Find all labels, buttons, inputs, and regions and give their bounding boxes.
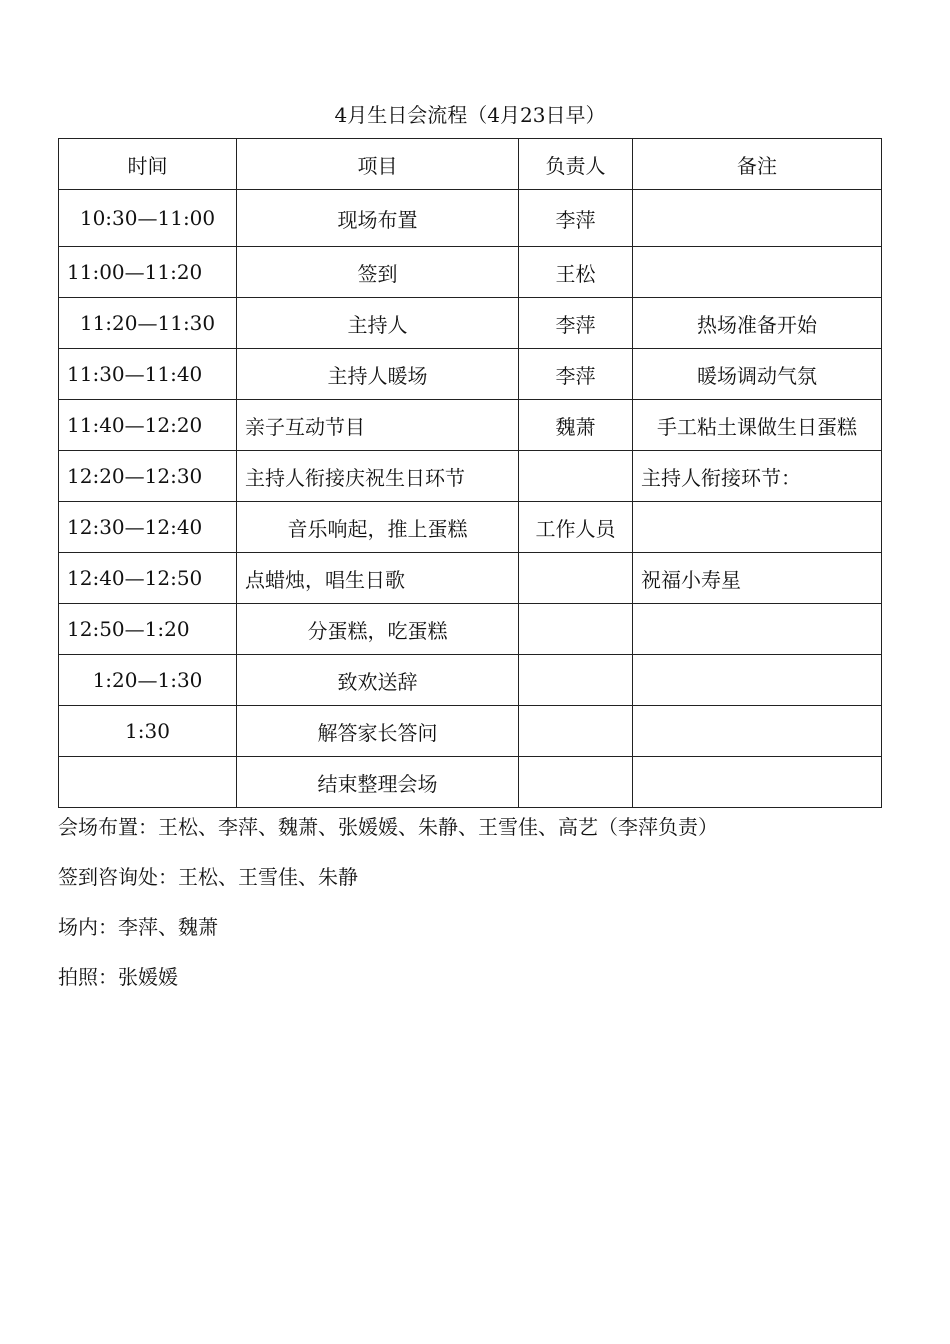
cell-owner: 魏萧 <box>519 400 633 451</box>
cell-note <box>633 706 882 757</box>
cell-item: 结束整理会场 <box>237 757 519 808</box>
cell-owner <box>519 553 633 604</box>
note-in-venue: 场内：李萍、魏萧 <box>58 915 218 939</box>
cell-owner: 李萍 <box>519 190 633 247</box>
table-row <box>59 400 882 451</box>
cell-time: 11:00—11:20 <box>59 247 237 298</box>
cell-note <box>633 247 882 298</box>
cell-owner: 李萍 <box>519 298 633 349</box>
cell-time: 11:40—12:20 <box>59 400 237 451</box>
table-row <box>59 757 882 808</box>
cell-time: 12:30—12:40 <box>59 502 237 553</box>
cell-item: 主持人衔接庆祝生日环节 <box>237 451 519 502</box>
cell-note <box>633 757 882 808</box>
table-header-row <box>59 139 882 190</box>
cell-time: 10:30—11:00 <box>59 190 237 247</box>
cell-owner: 王松 <box>519 247 633 298</box>
cell-item: 分蛋糕，吃蛋糕 <box>237 604 519 655</box>
cell-item: 亲子互动节目 <box>237 400 519 451</box>
cell-owner <box>519 604 633 655</box>
cell-note: 暖场调动气氛 <box>633 349 882 400</box>
cell-time: 12:40—12:50 <box>59 553 237 604</box>
cell-item: 致欢送辞 <box>237 655 519 706</box>
cell-note: 热场准备开始 <box>633 298 882 349</box>
cell-time: 1:20—1:30 <box>59 655 237 706</box>
table-row <box>59 451 882 502</box>
schedule-table <box>58 138 882 808</box>
cell-item: 解答家长答问 <box>237 706 519 757</box>
cell-time: 12:20—12:30 <box>59 451 237 502</box>
table-row <box>59 247 882 298</box>
cell-time: 12:50—1:20 <box>59 604 237 655</box>
cell-item: 点蜡烛，唱生日歌 <box>237 553 519 604</box>
cell-time <box>59 757 237 808</box>
cell-owner: 工作人员 <box>519 502 633 553</box>
cell-time: 11:20—11:30 <box>59 298 237 349</box>
cell-owner <box>519 451 633 502</box>
cell-owner <box>519 757 633 808</box>
cell-note <box>633 655 882 706</box>
cell-item: 签到 <box>237 247 519 298</box>
cell-note <box>633 502 882 553</box>
header-item: 项目 <box>237 139 519 190</box>
cell-item: 音乐响起，推上蛋糕 <box>237 502 519 553</box>
header-owner: 负责人 <box>519 139 633 190</box>
cell-note: 主持人衔接环节： <box>633 451 882 502</box>
cell-owner <box>519 655 633 706</box>
document-title: 4月生日会流程（4月23日早） <box>334 103 606 127</box>
table-row <box>59 604 882 655</box>
cell-note: 手工粘土课做生日蛋糕 <box>633 400 882 451</box>
table-row <box>59 553 882 604</box>
cell-note: 祝福小寿星 <box>633 553 882 604</box>
cell-note <box>633 190 882 247</box>
cell-item: 主持人暖场 <box>237 349 519 400</box>
staff-notes <box>58 812 718 1012</box>
table-row <box>59 655 882 706</box>
header-note: 备注 <box>633 139 882 190</box>
cell-owner <box>519 706 633 757</box>
cell-time: 11:30—11:40 <box>59 349 237 400</box>
cell-item: 主持人 <box>237 298 519 349</box>
cell-item: 现场布置 <box>237 190 519 247</box>
table-row <box>59 349 882 400</box>
note-sign-in-desk: 签到咨询处：王松、王雪佳、朱静 <box>58 865 358 889</box>
table-row <box>59 502 882 553</box>
cell-note <box>633 604 882 655</box>
table-row <box>59 706 882 757</box>
cell-owner: 李萍 <box>519 349 633 400</box>
note-venue-setup: 会场布置：王松、李萍、魏萧、张媛媛、朱静、王雪佳、高艺（李萍负责） <box>58 815 718 839</box>
table-row <box>59 298 882 349</box>
note-photography: 拍照：张媛媛 <box>58 965 178 989</box>
cell-time: 1:30 <box>59 706 237 757</box>
header-time: 时间 <box>59 139 237 190</box>
table-row <box>59 190 882 247</box>
